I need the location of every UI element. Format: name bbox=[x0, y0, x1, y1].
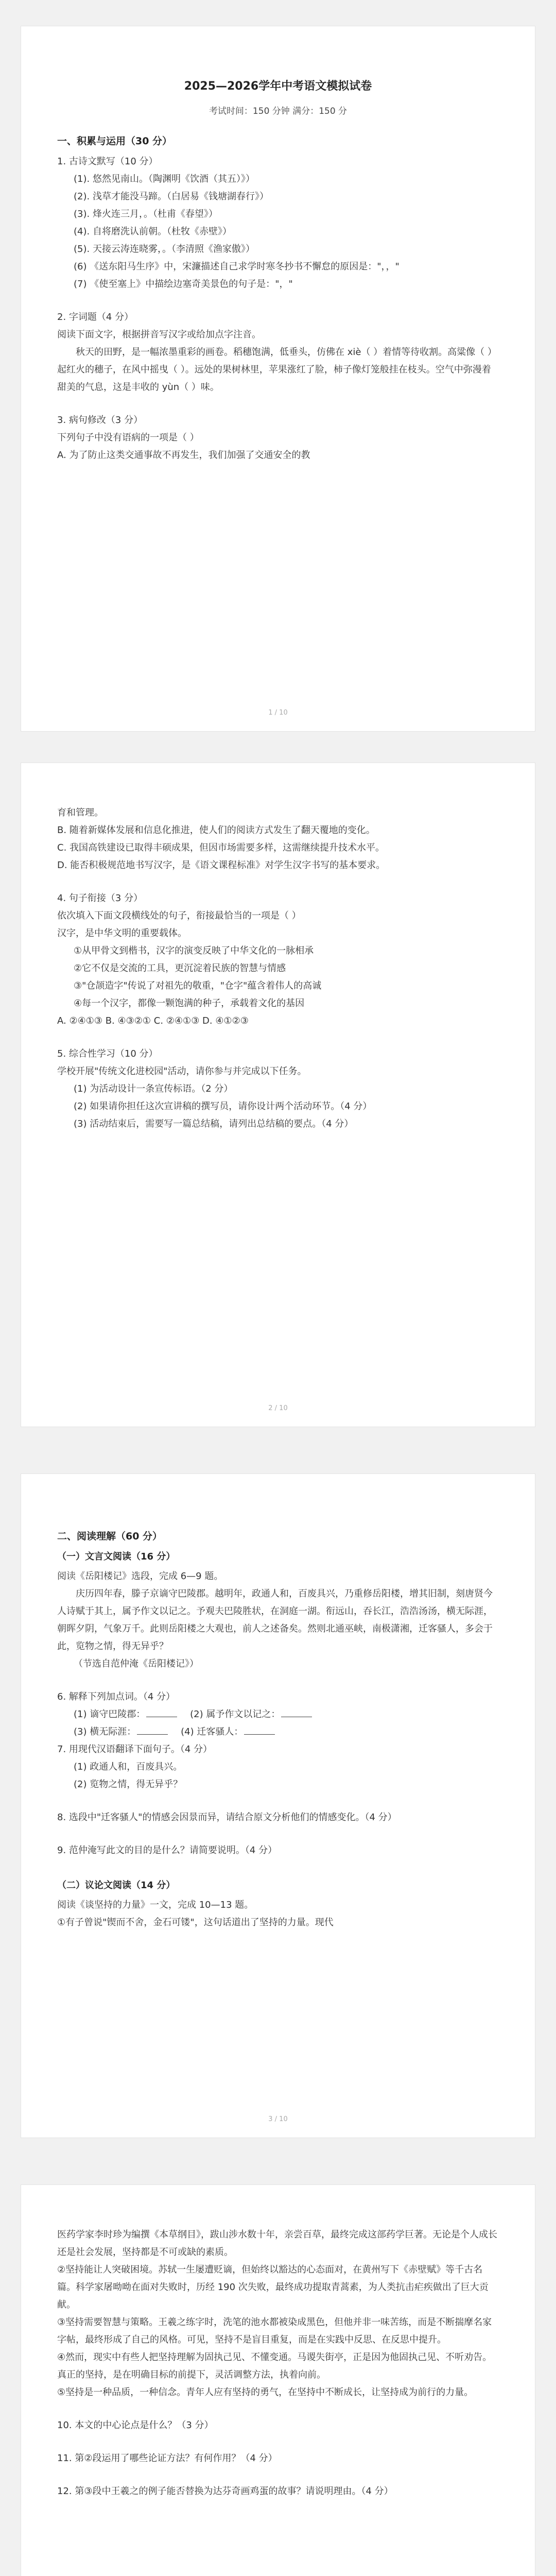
question-item: (1). 悠然见南山。（陶渊明《饮酒（其五）》） bbox=[74, 174, 255, 184]
task-item: (3) 活动结束后，需要写一篇总结稿，请列出总结稿的要点。（4 分） bbox=[74, 1118, 354, 1129]
sentence-item: ①从甲骨文到楷书，汉字的演变反映了中华文化的一脉相承 bbox=[74, 945, 314, 956]
sentence-item: ③"仓颉造字"传说了对祖先的敬重，"仓字"蕴含着伟人的高诚 bbox=[74, 980, 322, 991]
blank-label: (4) 迁客骚人： bbox=[181, 1726, 244, 1737]
question-11: 11. 第②段运用了哪些论证方法？有何作用？（4 分） bbox=[57, 2453, 277, 2464]
blank-item bbox=[57, 1723, 499, 1741]
question-4: 4. 句子衔接（3 分） bbox=[57, 893, 143, 904]
blank-item bbox=[57, 1706, 499, 1723]
question-3: 3. 病句修改（3 分） bbox=[57, 415, 143, 426]
reading-intro: 阅读《岳阳楼记》选段，完成 6—9 题。 bbox=[57, 1571, 223, 1582]
section-heading: 一、积累与运用（30 分） bbox=[57, 135, 172, 147]
question-2: 2. 字词题（4 分） bbox=[57, 312, 134, 323]
question-passage: 秋天的田野，是一幅浓墨重彩的画卷。稻穗饱满，低垂头，仿佛在 xiè（ ）着情等待收割。高粱像（ ）起红火的穗子，在风中摇曳（ ）。远处的果树林里，苹果涨红了脸，柿子像灯笼般挂在枝头。空气中弥漫着甜美的气息，这是丰收的 yùn（ ）味。 bbox=[57, 347, 497, 393]
passage-paragraph: ④然而，现实中有些人把坚持理解为固执己见、不懂变通。马谡失街亭，正是因为他固执己见、不听劝告。真正的坚持，是在明确目标的前提下，灵活调整方法，执着向前。 bbox=[57, 2352, 492, 2380]
option-a: A. 为了防止这类交通事故不再发生，我们加强了交通安全的教 bbox=[57, 450, 310, 461]
exam-page-4 bbox=[21, 2184, 535, 2576]
page-number: 2 / 10 bbox=[268, 1404, 288, 1412]
sentence-item: ④每一个汉字，都像一颗饱满的种子，承载着文化的基因 bbox=[74, 998, 305, 1009]
question-9: 9. 范仲淹写此文的目的是什么？请简要说明。（4 分） bbox=[57, 1845, 277, 1856]
blank-label: (2) 属予作文以记之： bbox=[190, 1709, 281, 1720]
question-8: 8. 选段中"迁客骚人"的情感会因景而异，请结合原文分析他们的情感变化。（4 分） bbox=[57, 1812, 397, 1823]
answer-options: A. ②④①③ B. ④③②① C. ②④①③ D. ④①②③ bbox=[57, 1015, 249, 1026]
question-text: 阅读下面文字，根据拼音写汉字或给加点字注音。 bbox=[57, 329, 261, 340]
passage-source: （节选自范仲淹《岳阳楼记》） bbox=[74, 1658, 199, 1669]
reading-passage: 庆历四年春，滕子京谪守巴陵郡。越明年，政通人和，百废具兴，乃重修岳阳楼，增其旧制，刻唐贤今人诗赋于其上，属予作文以记之。予观夫巴陵胜状，在洞庭一湖。衔远山，吞长江，浩浩汤汤，横无际涯，朝晖夕阴，气象万千。此则岳阳楼之大观也，前人之述备矣。然则北通巫峡，南极潇湘，迁客骚人，多会于此，览物之情，得无异乎？ bbox=[57, 1588, 493, 1652]
page-number: 3 / 10 bbox=[268, 2115, 288, 2123]
blank-label: (3) 横无际涯： bbox=[74, 1726, 136, 1737]
reading-passage: ①有子曾说"锲而不舍，金石可镂"，这句话道出了坚持的力量。现代 bbox=[57, 1917, 334, 1928]
task-item: (1) 为活动设计一条宣传标语。（2 分） bbox=[74, 1083, 233, 1094]
translate-item: (1) 政通人和，百废具兴。 bbox=[74, 1761, 183, 1772]
question-item: (4). 自将磨洗认前朝。（杜牧《赤壁》） bbox=[74, 226, 232, 237]
question-item: (6) 《送东阳马生序》中，宋濂描述自己求学时寒冬抄书不懈怠的原因是："，，" bbox=[74, 261, 399, 272]
question-1: 1. 古诗文默写（10 分） bbox=[57, 156, 158, 167]
question-6: 6. 解释下列加点词。（4 分） bbox=[57, 1691, 176, 1702]
exam-page-2 bbox=[21, 762, 535, 1427]
answer-blank[interactable] bbox=[244, 1724, 275, 1735]
question-item: (7) 《使至塞上》中描绘边塞奇美景色的句子是："，" bbox=[74, 279, 293, 290]
option-d: D. 能否积极规范地书写汉字，是《语文课程标准》对学生汉字书写的基本要求。 bbox=[57, 860, 386, 871]
reading-intro: 阅读《谈坚持的力量》一文，完成 10—13 题。 bbox=[57, 1900, 254, 1910]
passage-paragraph: 医药学家李时珍为编撰《本草纲目》，跋山涉水数十年，亲尝百草，最终完成这部药学巨著。无论是个人成长还是社会发展，坚持都是不可或缺的素质。 bbox=[57, 2229, 497, 2258]
subsection-heading: （二）议论文阅读（14 分） bbox=[57, 1880, 176, 1891]
option-text: 育和管理。 bbox=[57, 807, 103, 818]
answer-blank[interactable] bbox=[281, 1706, 312, 1717]
exam-title: 2025—2026学年中考语文模拟试卷 bbox=[184, 80, 372, 93]
page-number: 1 / 10 bbox=[268, 709, 288, 717]
exam-page-1 bbox=[21, 26, 535, 732]
exam-page-3 bbox=[21, 1473, 535, 2138]
option-c: C. 我国高铁建设已取得丰硕成果，但因市场需要多样，这需继续提升技术水平。 bbox=[57, 842, 385, 853]
question-10: 10. 本文的中心论点是什么？（3 分） bbox=[57, 2420, 214, 2431]
question-text: 学校开展"传统文化进校园"活动，请你参与并完成以下任务。 bbox=[57, 1066, 307, 1077]
answer-blank[interactable] bbox=[146, 1706, 177, 1717]
passage-paragraph: ②坚持能让人突破困境。苏轼一生屡遭贬谪，但始终以豁达的心态面对，在黄州写下《赤壁赋》等千古名篇。科学家屠呦呦在面对失败时，历经 190 次失败，最终成功提取青蒿素，为人类抗击疟疾做出了巨大贡献。 bbox=[57, 2264, 489, 2310]
question-text: 汉字，是中华文明的重要载体。 bbox=[57, 928, 187, 939]
option-b: B. 随着新媒体发展和信息化推进，使人们的阅读方式发生了翻天覆地的变化。 bbox=[57, 825, 375, 836]
answer-blank[interactable] bbox=[137, 1724, 168, 1735]
passage-paragraph: ③坚持需要智慧与策略。王羲之练字时，洗笔的池水都被染成黑色，但他并非一味苦练，而是不断揣摩名家字帖，最终形成了自己的风格。可见，坚持不是盲目重复，而是在实践中反思、在反思中提升。 bbox=[57, 2317, 492, 2345]
question-item: (3). 烽火连三月，。（杜甫《春望》） bbox=[74, 209, 218, 219]
exam-subtitle: 考试时间：150 分钟 满分：150 分 bbox=[208, 106, 348, 116]
sentence-item: ②它不仅是交流的工具，更沉淀着民族的智慧与情感 bbox=[74, 963, 286, 974]
task-item: (2) 如果请你担任这次宣讲稿的撰写员，请你设计两个活动环节。（4 分） bbox=[74, 1101, 372, 1112]
question-7: 7. 用现代汉语翻译下面句子。（4 分） bbox=[57, 1744, 213, 1755]
question-item: (5). 天接云涛连晓雾，。（李清照《渔家傲》） bbox=[74, 244, 255, 255]
blank-label: (1) 谪守巴陵郡： bbox=[74, 1709, 146, 1720]
question-5: 5. 综合性学习（10 分） bbox=[57, 1048, 158, 1059]
translate-item: (2) 览物之情，得无异乎？ bbox=[74, 1779, 183, 1790]
question-12: 12. 第③段中王羲之的例子能否替换为达芬奇画鸡蛋的故事？请说明理由。（4 分） bbox=[57, 2486, 393, 2497]
passage-paragraph: ⑤坚持是一种品质，一种信念。青年人应有坚持的勇气，在坚持中不断成长，让坚持成为前行的力量。 bbox=[57, 2387, 474, 2398]
section-heading: 二、阅读理解（60 分） bbox=[57, 1531, 163, 1542]
subsection-heading: （一）文言文阅读（16 分） bbox=[57, 1551, 176, 1562]
question-text: 下列句子中没有语病的一项是（ ） bbox=[57, 432, 199, 443]
question-item: (2). 浅草才能没马蹄。（白居易《钱塘湖春行》） bbox=[74, 191, 269, 202]
question-text: 依次填入下面文段横线处的句子，衔接最恰当的一项是（ ） bbox=[57, 910, 301, 921]
